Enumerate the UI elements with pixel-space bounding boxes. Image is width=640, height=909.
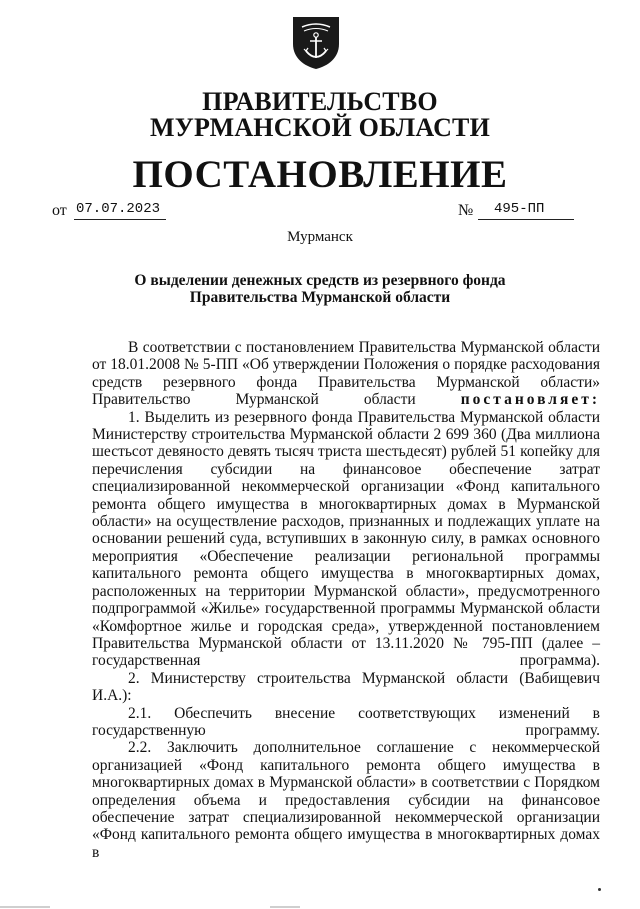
decree-number: 495-ПП <box>494 201 545 217</box>
number-prefix: № <box>458 202 474 219</box>
government-name-line2: МУРМАНСКОЙ ОБЛАСТИ <box>149 113 491 142</box>
government-name-line1: ПРАВИТЕЛЬСТВО <box>202 87 438 116</box>
decree-body <box>92 339 600 861</box>
city-name: Мурманск <box>287 229 353 245</box>
decree-type-title: ПОСТАНОВЛЕНИЕ <box>132 153 508 196</box>
clause-2-1: 2.1. Обеспечить внесение соответствующих изменений в государственную программу. <box>92 704 600 739</box>
decree-date: 07.07.2023 <box>76 201 161 217</box>
number-underline <box>478 219 574 220</box>
subject-line2: Правительства Мурманской области <box>189 289 451 306</box>
date-prefix: от <box>52 202 67 219</box>
intro-paragraph <box>92 339 600 409</box>
resolves-word: постановляет: <box>460 391 601 409</box>
scan-speck <box>598 888 601 891</box>
intro-text: В соответствии с постановлением Правительства Мурманской области от 18.01.2008 № 5-ПП «Об утверждении Положения о порядке расходования средств резервного фонда Правительства Мурманской области» Правительство Мурманской области <box>92 339 600 409</box>
decree-subject <box>0 272 640 306</box>
date-underline <box>74 219 166 220</box>
subject-line1: О выделении денежных средств из резервного фонда <box>134 272 506 289</box>
clause-2-2: 2.2. Заключить дополнительное соглашение с некоммерческой организацией «Фонд капитального ремонта общего имущества в многоквартирных домах в Мурманской области» в соответствии с Порядком определения объема и предоставления субсидии на финансовое обеспечение затрат специализированной некоммерческой организации «Фонд капитального ремонта общего имущества в многоквартирных домах в <box>92 739 600 861</box>
clause-1: 1. Выделить из резервного фонда Правительства Мурманской области Министерству строительства Мурманской области 2 699 360 (Два миллиона шестьсот девяносто девять тысяч триста шестьдесят) рублей 51 копейку для перечисления субсидии на финансовое обеспечение затрат специализированной некоммерческой организации «Фонд капитального ремонта общего имущества в многоквартирных домах в Мурманской области» на осуществление расходов, признанных и подлежащих уплате на основании решений суда, вступивших в законную силу, в рамках основного мероприятия «Обеспечение реализации региональной программы капитального ремонта общего имущества в многоквартирных домах, расположенных на территории Мурманской области», предусмотренного подпрограммой «Жилье» государственной программы Мурманской области «Комфортное жилье и городская среда», утвержденной постановлением Правительства Мурманской области от 13.11.2020 № 795-ПП (далее – государственная программа). <box>92 408 600 670</box>
clause-2: 2. Министерству строительства Мурманской области (Вабищевич И.А.): <box>92 669 600 705</box>
scan-edge-left <box>0 906 50 908</box>
coat-of-arms-icon <box>290 14 342 70</box>
scan-edge-mid <box>270 906 300 908</box>
